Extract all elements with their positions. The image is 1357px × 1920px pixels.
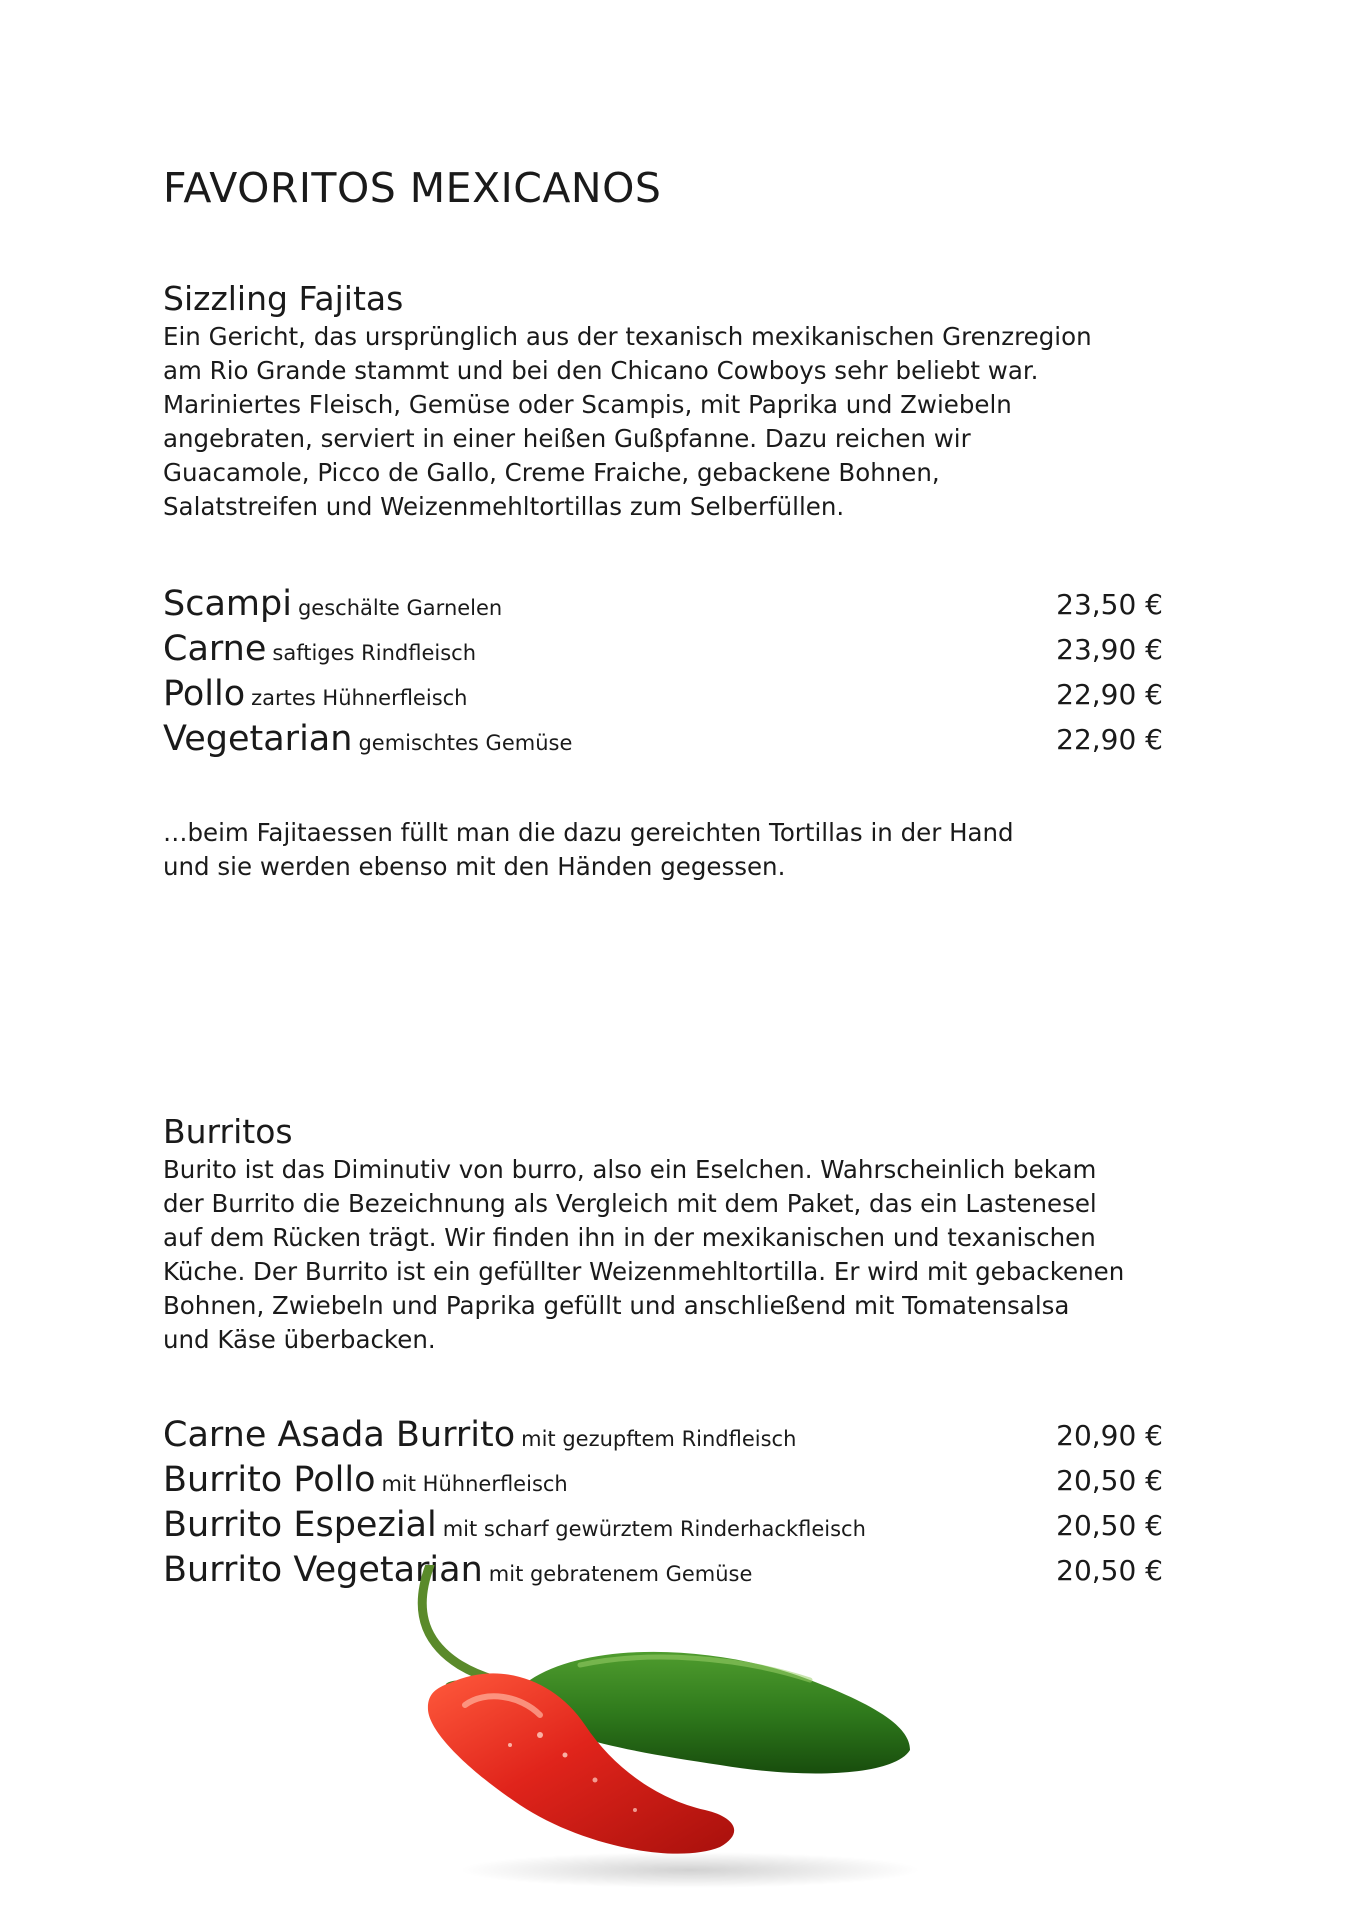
item-price: 22,90 €	[1056, 723, 1163, 756]
item-name: Burrito Pollo	[163, 1460, 376, 1500]
item-name: Burrito Vegetarian	[163, 1550, 483, 1590]
item-description: mit Hühnerfleisch	[381, 1472, 568, 1496]
water-droplet	[508, 1743, 512, 1747]
item-price: 20,50 €	[1056, 1464, 1163, 1497]
fajitas-note	[163, 816, 1014, 884]
description-line: der Burrito die Bezeichnung als Vergleich mit dem Paket, das ein Lastenesel	[163, 1189, 1097, 1218]
item-name: Burrito Espezial	[163, 1505, 437, 1545]
fajitas-price-list	[163, 582, 1163, 762]
menu-item-burrito-pollo	[163, 1458, 1163, 1503]
item-description: mit gebratenem Gemüse	[488, 1562, 753, 1586]
item-description: zartes Hühnerfleisch	[251, 686, 468, 710]
description-line: auf dem Rücken trägt. Wir finden ihn in der mexikanischen und texanischen	[163, 1223, 1096, 1252]
item-name: Carne	[163, 629, 267, 669]
description-line: am Rio Grande stammt und bei den Chicano Cowboys sehr beliebt war.	[163, 356, 1039, 385]
pepper-shadow	[460, 1852, 920, 1888]
burritos-description	[163, 1153, 1223, 1357]
item-price: 23,90 €	[1056, 633, 1163, 666]
item-price: 22,90 €	[1056, 678, 1163, 711]
item-description: mit gezupftem Rindfleisch	[521, 1427, 797, 1451]
menu-item-vegetarian	[163, 717, 1163, 762]
item-description: geschälte Garnelen	[297, 596, 503, 620]
water-droplet	[563, 1753, 568, 1758]
chili-peppers-image	[390, 1565, 930, 1895]
item-name: Scampi	[163, 584, 292, 624]
item-price: 20,50 €	[1056, 1509, 1163, 1542]
item-price: 23,50 €	[1056, 588, 1163, 621]
water-droplet	[633, 1808, 637, 1812]
green-pepper-stem	[422, 1565, 540, 1690]
item-name: Pollo	[163, 674, 246, 714]
item-name: Carne Asada Burrito	[163, 1415, 516, 1455]
menu-item-pollo	[163, 672, 1163, 717]
burritos-heading: Burritos	[163, 1112, 293, 1151]
menu-item-carne	[163, 627, 1163, 672]
menu-item-scampi	[163, 582, 1163, 627]
description-line: Burito ist das Diminutiv von burro, also ein Eselchen. Wahrscheinlich bekam	[163, 1155, 1097, 1184]
description-line: angebraten, serviert in einer heißen Gußpfanne. Dazu reichen wir	[163, 424, 971, 453]
water-droplet	[537, 1732, 543, 1738]
description-line: Guacamole, Picco de Gallo, Creme Fraiche, gebackene Bohnen,	[163, 458, 940, 487]
description-line: Ein Gericht, das ursprünglich aus der texanisch mexikanischen Grenzregion	[163, 322, 1092, 351]
fajitas-heading: Sizzling Fajitas	[163, 279, 404, 318]
description-line: Mariniertes Fleisch, Gemüse oder Scampis, mit Paprika und Zwiebeln	[163, 390, 1012, 419]
item-price: 20,50 €	[1056, 1554, 1163, 1587]
fajitas-description	[163, 320, 1223, 524]
item-description: saftiges Rindfleisch	[272, 641, 477, 665]
item-description: mit scharf gewürztem Rinderhackfleisch	[442, 1517, 866, 1541]
item-description: gemischtes Gemüse	[358, 731, 573, 755]
menu-item-carne-asada-burrito	[163, 1413, 1163, 1458]
description-line: und Käse überbacken.	[163, 1325, 436, 1354]
item-price: 20,90 €	[1056, 1419, 1163, 1452]
page-title: FAVORITOS MEXICANOS	[163, 164, 662, 212]
water-droplet	[593, 1778, 598, 1783]
note-line: …beim Fajitaessen füllt man die dazu gereichten Tortillas in der Hand	[163, 818, 1014, 847]
note-line: und sie werden ebenso mit den Händen gegessen.	[163, 852, 786, 881]
item-name: Vegetarian	[163, 719, 353, 759]
description-line: Küche. Der Burrito ist ein gefüllter Weizenmehltortilla. Er wird mit gebackenen	[163, 1257, 1125, 1286]
menu-item-burrito-espezial	[163, 1503, 1163, 1548]
description-line: Salatstreifen und Weizenmehltortillas zum Selberfüllen.	[163, 492, 845, 521]
description-line: Bohnen, Zwiebeln und Paprika gefüllt und anschließend mit Tomatensalsa	[163, 1291, 1070, 1320]
